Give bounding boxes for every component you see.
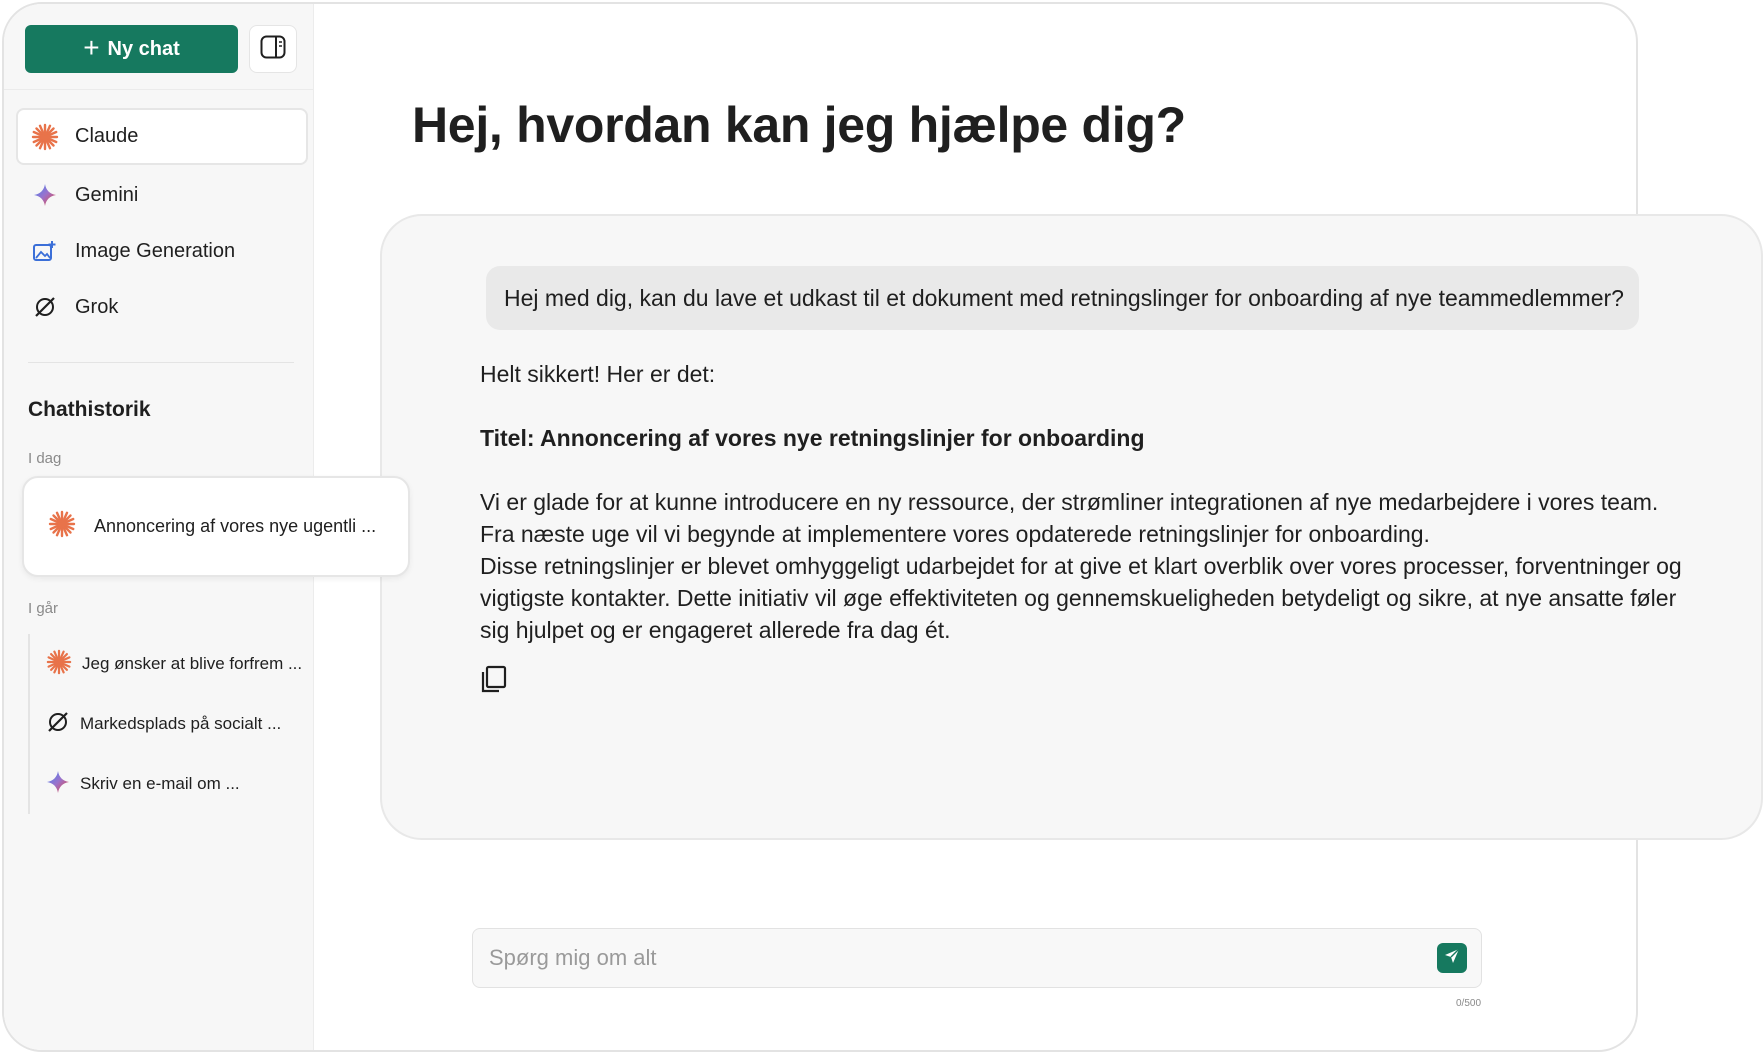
model-item-gemini[interactable]: [16, 165, 308, 225]
history-item-label: Annoncering af vores nye ugentli ...: [94, 516, 377, 536]
model-item-claude[interactable]: [16, 108, 308, 165]
history-list-yesterday: [28, 634, 310, 814]
chat-panel: [380, 214, 1763, 840]
assistant-reply: [480, 358, 1690, 646]
sidebar-header: [4, 4, 313, 90]
sidebar-toggle-button[interactable]: [249, 25, 297, 73]
chat-input[interactable]: [489, 929, 1389, 987]
page-title: Hej, hvordan kan jeg hjælpe dig?: [412, 97, 1186, 153]
claude-icon: [46, 649, 72, 680]
model-item-image-generation[interactable]: [16, 225, 308, 278]
gemini-icon: [46, 770, 70, 799]
history-item-label: Skriv en e-mail om ...: [80, 774, 240, 793]
sidebar-toggle-icon: [260, 35, 286, 64]
day-label-yesterday: I går: [28, 600, 59, 617]
chat-input-bar: [472, 928, 1482, 988]
history-item[interactable]: [30, 754, 310, 814]
reply-paragraph: Vi er glade for at kunne introducere en ny ressource, der strømliner integrationen af nye medarbejdere i vores team. Fra næste uge vil vi begynde at implementere vores opdaterede retningslinjer for onboarding.: [480, 489, 1659, 547]
claude-icon: [48, 510, 76, 543]
new-chat-button[interactable]: [25, 25, 238, 73]
model-item-grok[interactable]: [16, 278, 308, 336]
reply-title: Titel: Annoncering af vores nye retningslinjer for onboarding: [480, 425, 1145, 451]
history-item[interactable]: [30, 634, 310, 694]
copy-icon: [478, 681, 508, 698]
send-button[interactable]: [1437, 943, 1467, 973]
send-icon: [1443, 947, 1461, 970]
claude-icon: [31, 123, 59, 151]
copy-button[interactable]: [478, 664, 508, 694]
history-title: Chathistorik: [28, 398, 151, 421]
user-message: Hej med dig, kan du lave et udkast til et dokument med retningslinger for onboarding af nye teammedlemmer?: [486, 266, 1639, 330]
image-generation-icon: [31, 238, 59, 266]
reply-paragraph: Disse retningslinjer er blevet omhyggeligt udarbejdet for at give et klart overblik over vores processer, forventninger og vigtigste kontakter. Dette initiativ vil øge effektiviteten og gennemskueligheden betydeligt og sikre, at nye ansatte føler sig hjulpet og er engageret allerede fra dag ét.: [480, 553, 1682, 643]
history-item-label: Jeg ønsker at blive forfrem ...: [82, 654, 303, 673]
history-item[interactable]: [30, 694, 310, 754]
sidebar-divider: [28, 362, 294, 363]
model-label: Claude: [75, 125, 139, 147]
model-label: Gemini: [75, 183, 139, 206]
history-item-label: Markedsplads på socialt ...: [80, 714, 282, 733]
model-list: [16, 108, 308, 336]
plus-icon: +: [83, 31, 100, 63]
new-chat-label: Ny chat: [107, 37, 180, 60]
gemini-icon: [31, 181, 59, 209]
char-counter: 0/500: [1456, 998, 1482, 1009]
history-item-active[interactable]: [22, 476, 410, 577]
reply-intro: Helt sikkert! Her er det:: [480, 361, 716, 387]
day-label-today: I dag: [28, 450, 62, 467]
grok-icon: [46, 710, 70, 739]
model-label: Image Generation: [75, 240, 236, 262]
grok-icon: [31, 293, 59, 321]
model-label: Grok: [75, 295, 119, 318]
